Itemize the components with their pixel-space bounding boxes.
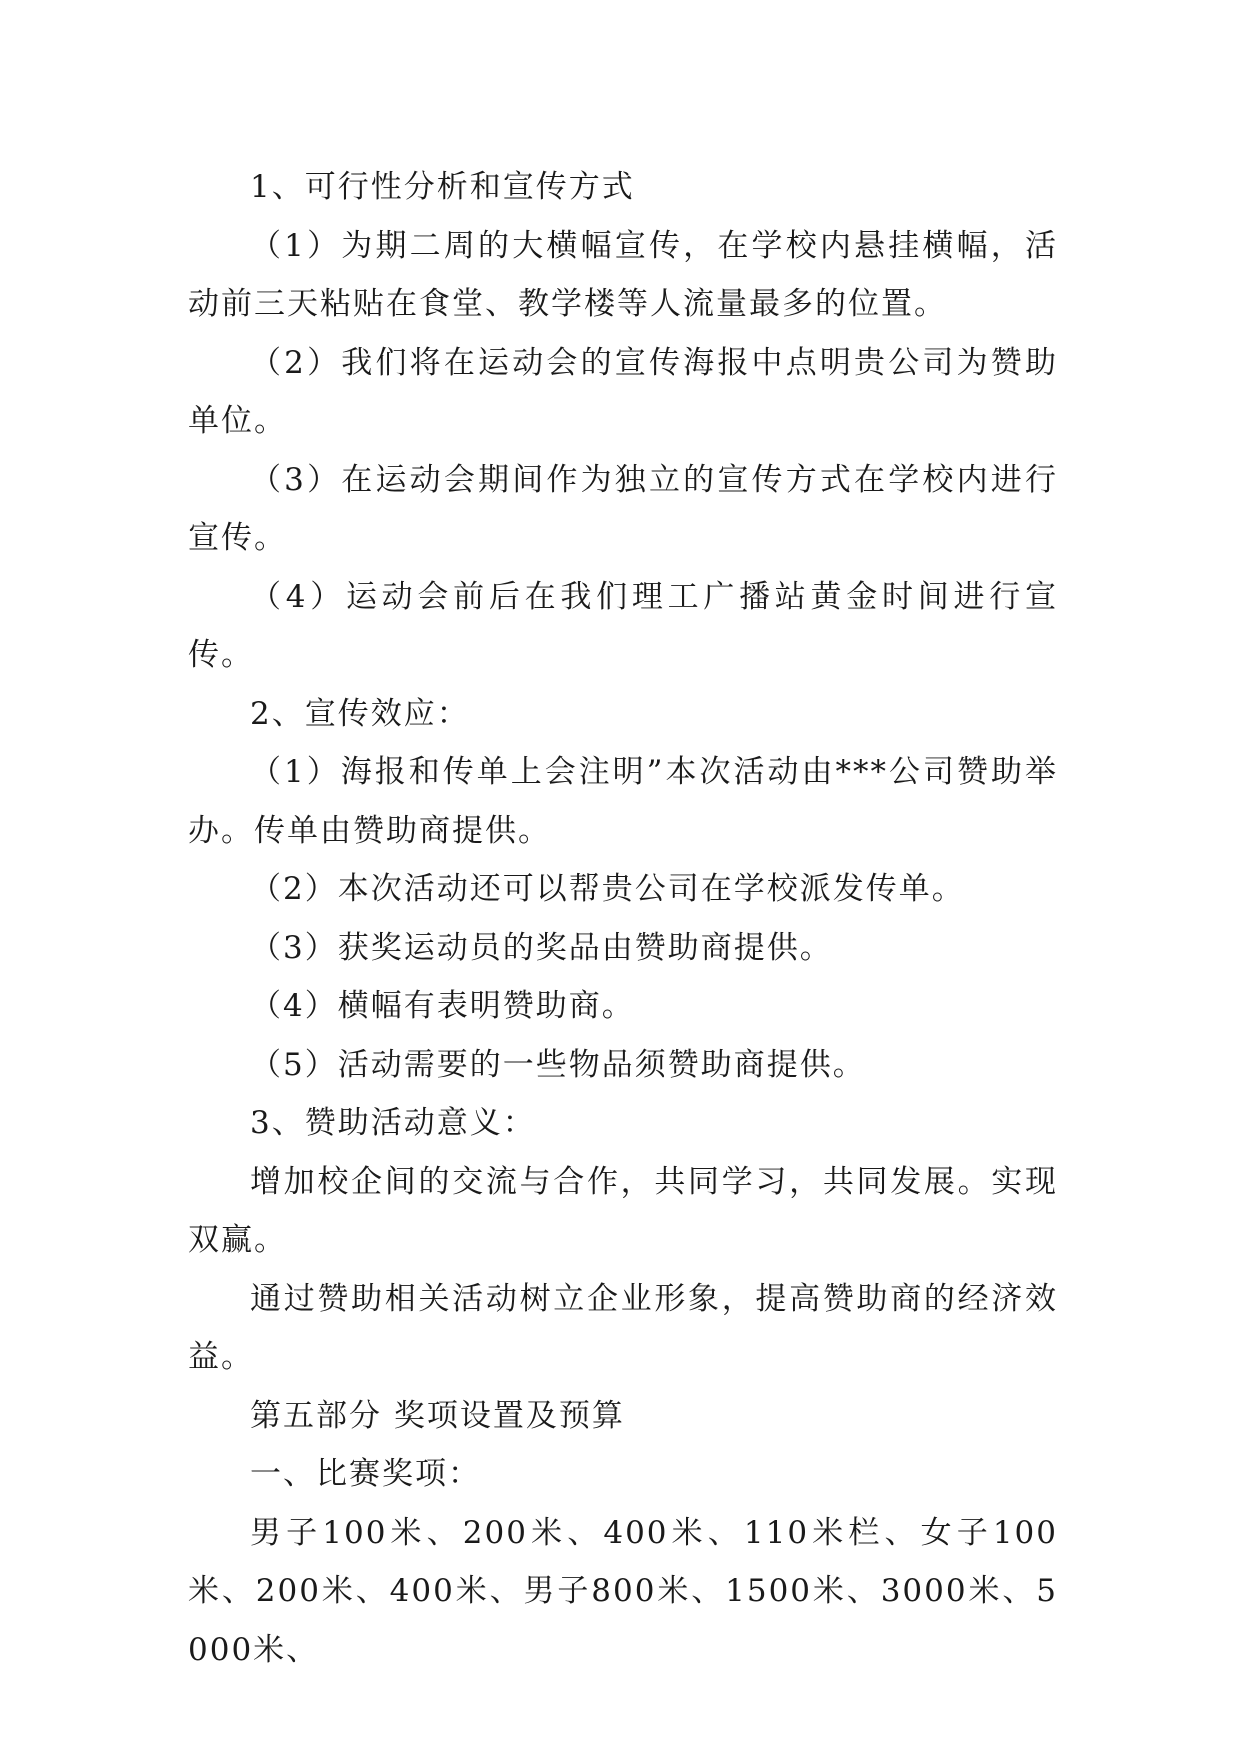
paragraph-events: 男子100米、200米、400米、110米栏、女子100米、200米、400米、男子800米、1500米、3000米、5000米、 <box>188 1514 1058 1668</box>
paragraph-independent: （3）在运动会期间作为独立的宣传方式在学校内进行宣传。 <box>188 461 1058 556</box>
heading-part-five: 第五部分 奖项设置及预算 <box>250 1397 625 1434</box>
paragraph-banner: （1）为期二周的大横幅宣传，在学校内悬挂横幅，活动前三天粘贴在食堂、教学楼等人流量最多的位置。 <box>188 227 1058 322</box>
paragraph-image: 通过赞助相关活动树立企业形象，提高赞助商的经济效益。 <box>188 1280 1058 1375</box>
paragraph-banner-sponsor: （4）横幅有表明赞助商。 <box>250 988 635 1024</box>
heading-significance: 3、赞助活动意义： <box>250 1105 536 1141</box>
paragraph-distribute: （2）本次活动还可以帮贵公司在学校派发传单。 <box>250 871 965 907</box>
heading-feasibility: 1、可行性分析和宣传方式 <box>250 169 635 205</box>
paragraph-flyer-note: （1）海报和传单上会注明”本次活动由***公司赞助举办。传单由赞助商提供。 <box>188 754 1058 849</box>
paragraph-cooperation: 增加校企间的交流与合作，共同学习，共同发展。实现双赢。 <box>188 1163 1058 1258</box>
paragraph-supplies: （5）活动需要的一些物品须赞助商提供。 <box>250 1046 866 1083</box>
body-text <box>188 158 1058 1679</box>
heading-effect: 2、宣传效应： <box>250 695 470 732</box>
heading-awards: 一、比赛奖项： <box>250 1456 481 1492</box>
paragraph-poster: （2）我们将在运动会的宣传海报中点明贵公司为赞助单位。 <box>188 344 1058 439</box>
paragraph-prizes: （3）获奖运动员的奖品由赞助商提供。 <box>250 929 833 966</box>
paragraph-radio: （4）运动会前后在我们理工广播站黄金时间进行宣传。 <box>188 578 1058 673</box>
